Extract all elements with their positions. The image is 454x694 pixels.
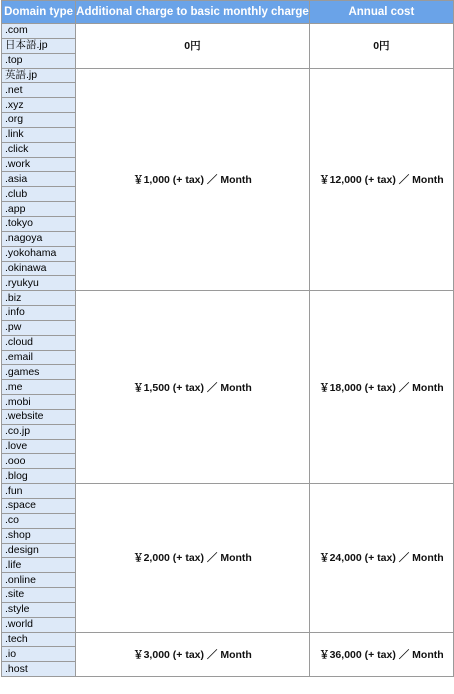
domain-cell: .style [2, 602, 76, 617]
header-annual-cost: Annual cost [309, 1, 453, 24]
domain-cell: .app [2, 202, 76, 217]
domain-cell: .co [2, 513, 76, 528]
domain-cell: .host [2, 662, 76, 677]
domain-cell: .ooo [2, 454, 76, 469]
monthly-charge-cell: 0円 [76, 24, 310, 69]
header-additional-charge: Additional charge to basic monthly charge [76, 1, 310, 24]
table-row [2, 68, 454, 83]
domain-cell: .org [2, 113, 76, 128]
annual-cost-cell: ￥18,000 (+ tax) ／ Month [309, 291, 453, 484]
domain-cell: .tech [2, 632, 76, 647]
domain-cell: .net [2, 83, 76, 98]
monthly-charge-cell: ￥1,000 (+ tax) ／ Month [76, 68, 310, 291]
domain-cell: .space [2, 499, 76, 514]
table-row [2, 24, 454, 39]
domain-cell: .link [2, 127, 76, 142]
domain-cell: .life [2, 558, 76, 573]
annual-cost-cell: ￥36,000 (+ tax) ／ Month [309, 632, 453, 677]
domain-cell: .okinawa [2, 261, 76, 276]
domain-cell: .ryukyu [2, 276, 76, 291]
domain-cell: .online [2, 573, 76, 588]
domain-cell: .co.jp [2, 424, 76, 439]
domain-cell: .site [2, 588, 76, 603]
domain-cell: .work [2, 157, 76, 172]
domain-cell: .xyz [2, 98, 76, 113]
domain-cell: .info [2, 306, 76, 321]
domain-cell: .me [2, 380, 76, 395]
domain-cell: .pw [2, 320, 76, 335]
domain-cell: .asia [2, 172, 76, 187]
header-row [2, 1, 454, 24]
table-row [2, 632, 454, 647]
domain-cell: .nagoya [2, 231, 76, 246]
domain-cell: 英語.jp [2, 68, 76, 83]
domain-cell: .website [2, 409, 76, 424]
monthly-charge-cell: ￥2,000 (+ tax) ／ Month [76, 484, 310, 632]
domain-cell: .shop [2, 528, 76, 543]
domain-cell: .click [2, 142, 76, 157]
monthly-charge-cell: ￥3,000 (+ tax) ／ Month [76, 632, 310, 677]
domain-cell: .email [2, 350, 76, 365]
domain-cell: .cloud [2, 335, 76, 350]
annual-cost-cell: ￥12,000 (+ tax) ／ Month [309, 68, 453, 291]
domain-cell: .club [2, 187, 76, 202]
monthly-charge-cell: ￥1,500 (+ tax) ／ Month [76, 291, 310, 484]
table-body [2, 24, 454, 677]
domain-cell: .com [2, 24, 76, 39]
table-row [2, 291, 454, 306]
domain-cell: .io [2, 647, 76, 662]
annual-cost-cell: ￥24,000 (+ tax) ／ Month [309, 484, 453, 632]
domain-cell: .blog [2, 469, 76, 484]
domain-cell: 日本語.jp [2, 38, 76, 53]
domain-cell: .tokyo [2, 216, 76, 231]
domain-cell: .mobi [2, 395, 76, 410]
domain-cell: .top [2, 53, 76, 68]
domain-cell: .world [2, 617, 76, 632]
domain-cell: .biz [2, 291, 76, 306]
header-domain-type: Domain type [2, 1, 76, 24]
domain-cell: .yokohama [2, 246, 76, 261]
domain-pricing-table [1, 0, 454, 677]
domain-cell: .games [2, 365, 76, 380]
domain-cell: .love [2, 439, 76, 454]
domain-cell: .fun [2, 484, 76, 499]
table-row [2, 484, 454, 499]
annual-cost-cell: 0円 [309, 24, 453, 69]
domain-cell: .design [2, 543, 76, 558]
